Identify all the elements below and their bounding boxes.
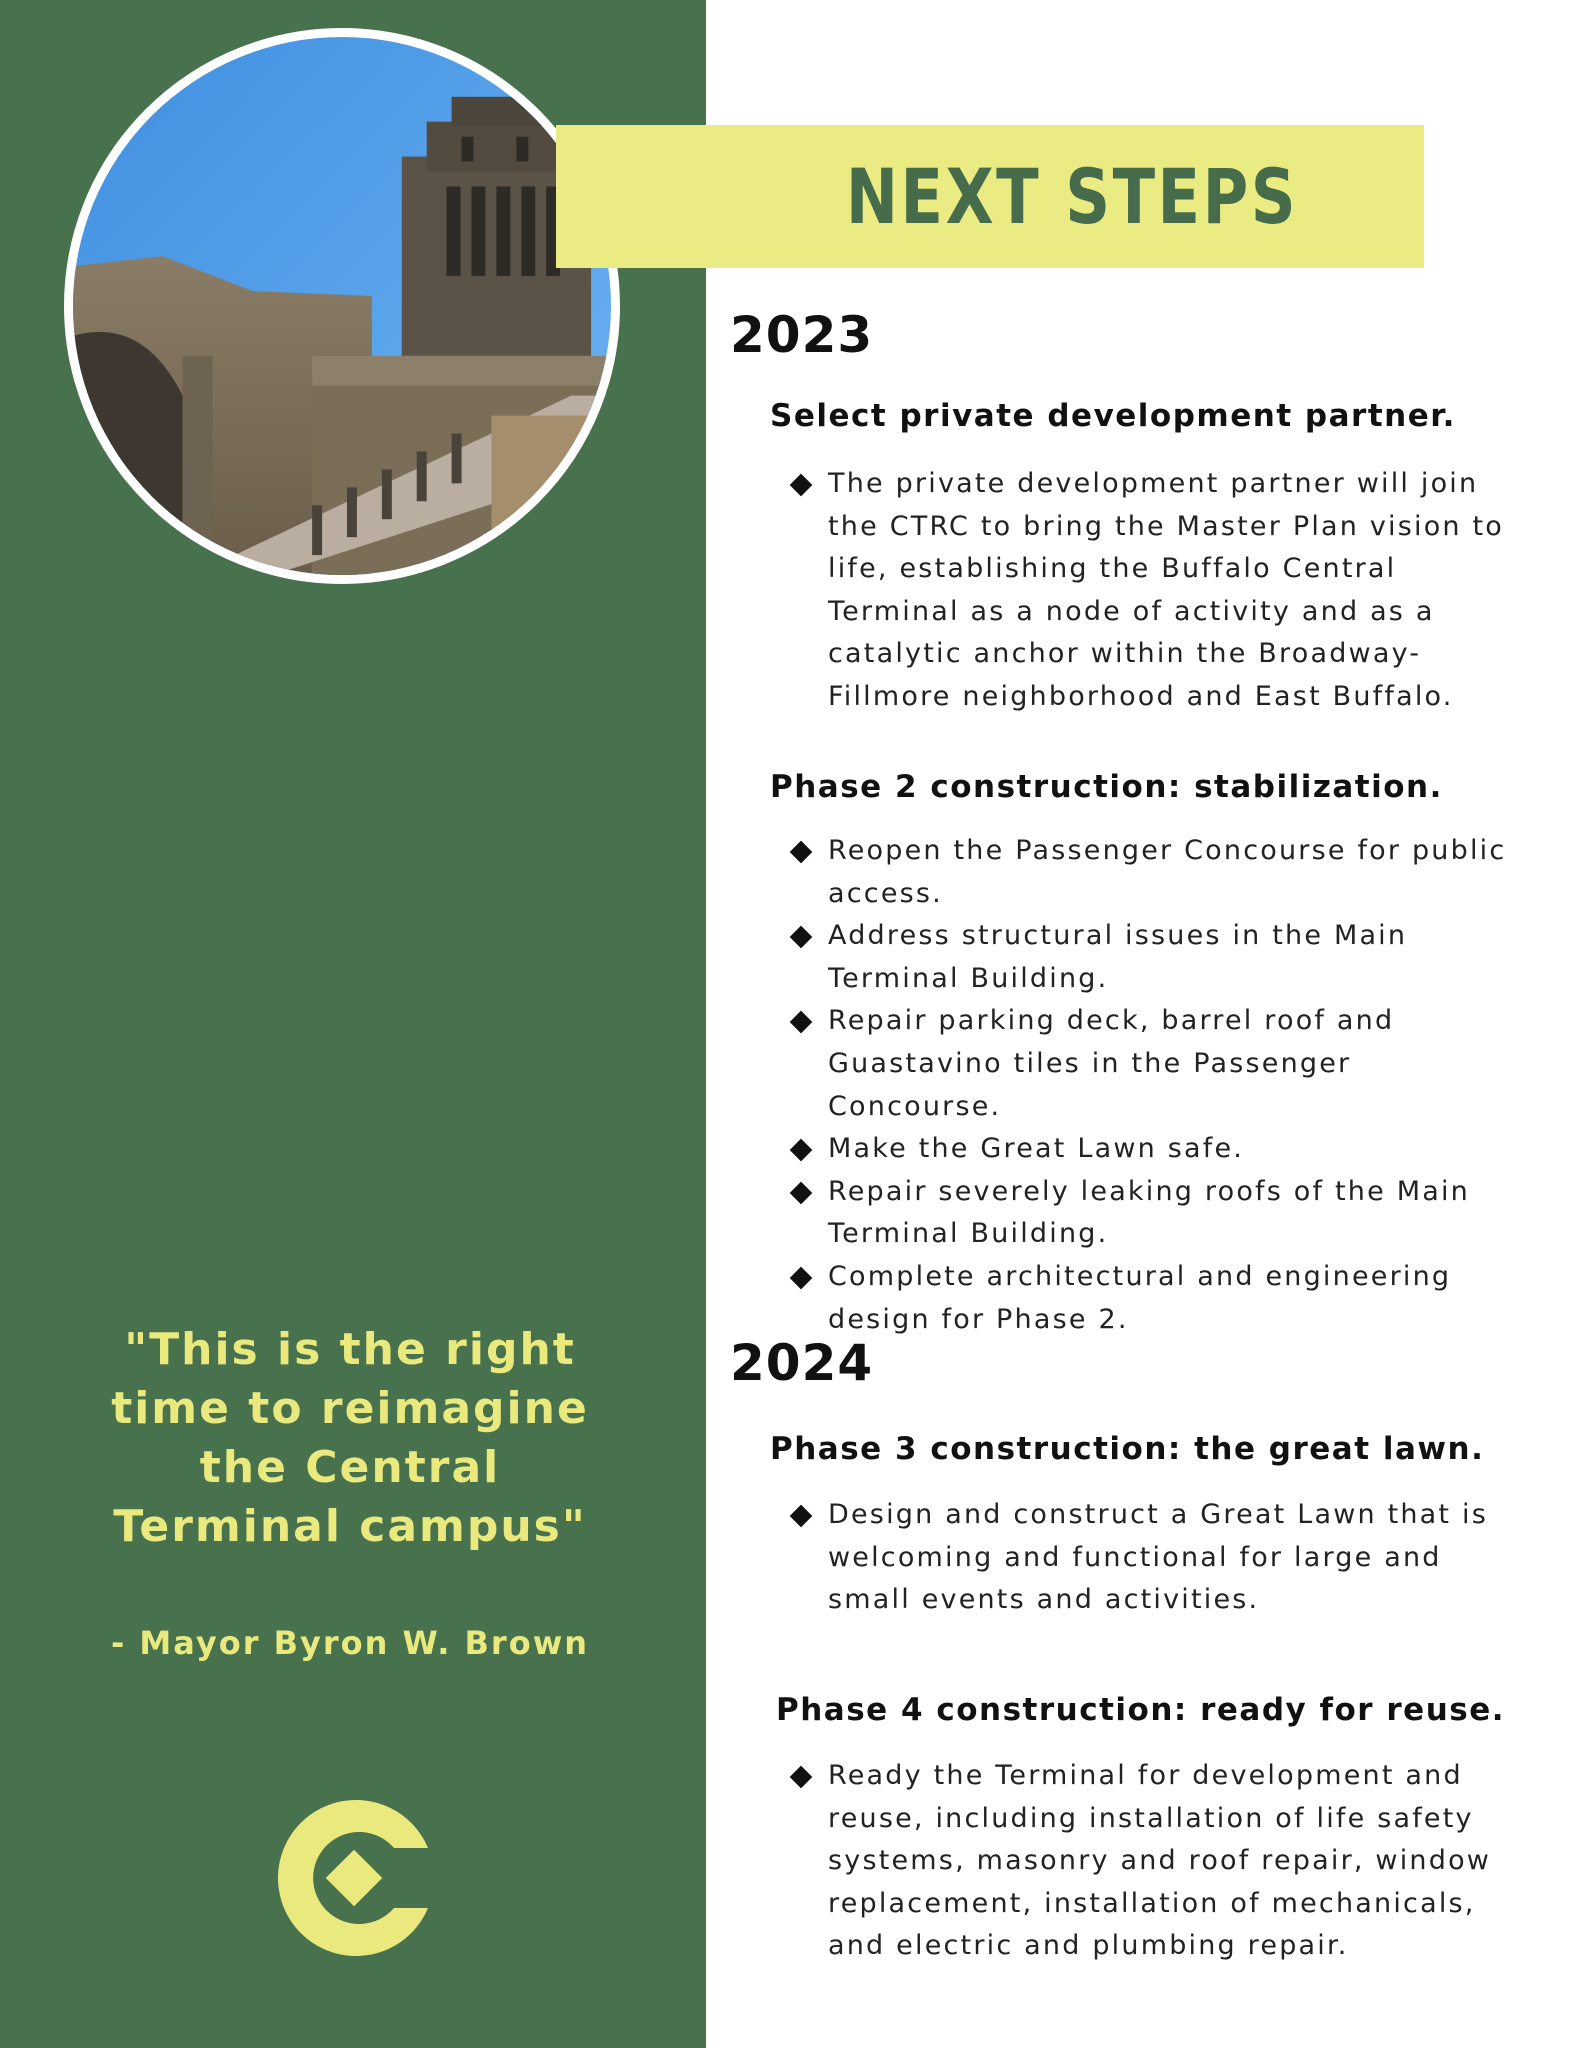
phase-heading: Phase 3 construction: the great lawn.	[770, 1431, 1485, 1467]
phase-list	[790, 463, 1530, 719]
diamond-bullet-icon	[790, 1181, 813, 1204]
terminal-photo-illustration	[73, 37, 611, 575]
diamond-bullet-icon	[790, 1766, 813, 1789]
sidebar-panel	[0, 0, 706, 2048]
diamond-bullet-icon	[790, 1139, 813, 1162]
diamond-bullet-icon	[790, 841, 813, 864]
ctrc-logo-icon	[268, 1792, 440, 1964]
diamond-bullet-icon	[790, 1505, 813, 1528]
year-heading-2024: 2024	[730, 1334, 874, 1392]
phase-list	[790, 1494, 1530, 1622]
list-item: Make the Great Lawn safe.	[790, 1128, 1530, 1171]
phase-list	[790, 1755, 1530, 1968]
year-heading-2023: 2023	[730, 306, 874, 364]
diamond-bullet-icon	[790, 474, 813, 497]
list-item: The private development partner will join the CTRC to bring the Master Plan vision to life, establishing the Buffalo Central Terminal as a node of activity and as a catalytic anchor within the Broadway-Fillmore neighborhood and East Buffalo.	[790, 463, 1530, 719]
page-title: NEXT STEPS	[845, 152, 1299, 241]
diamond-bullet-icon	[790, 926, 813, 949]
list-item: Design and construct a Great Lawn that is welcoming and functional for large and small events and activities.	[790, 1494, 1530, 1622]
mayor-quote: "This is the right time to reimagine the Central Terminal campus"	[111, 1324, 589, 1552]
list-item: Ready the Terminal for development and reuse, including installation of life safety systems, masonry and roof repair, window replacement, installation of mechanicals, and electric and plumbing repair.	[790, 1755, 1530, 1968]
phase-heading: Select private development partner.	[770, 398, 1456, 434]
phase-heading: Phase 2 construction: stabilization.	[770, 769, 1443, 805]
terminal-photo	[64, 28, 620, 584]
diamond-bullet-icon	[790, 1011, 813, 1034]
list-item: Repair severely leaking roofs of the Main Terminal Building.	[790, 1171, 1530, 1256]
diamond-bullet-icon	[790, 1267, 813, 1290]
phase-list	[790, 830, 1530, 1341]
list-item: Repair parking deck, barrel roof and Guastavino tiles in the Passenger Concourse.	[790, 1000, 1530, 1128]
list-item: Reopen the Passenger Concourse for public access.	[790, 830, 1530, 915]
phase-heading: Phase 4 construction: ready for reuse.	[776, 1692, 1506, 1728]
list-item: Complete architectural and engineering design for Phase 2.	[790, 1256, 1530, 1341]
list-item: Address structural issues in the Main Terminal Building.	[790, 915, 1530, 1000]
quote-attribution: - Mayor Byron W. Brown	[110, 1624, 590, 1662]
